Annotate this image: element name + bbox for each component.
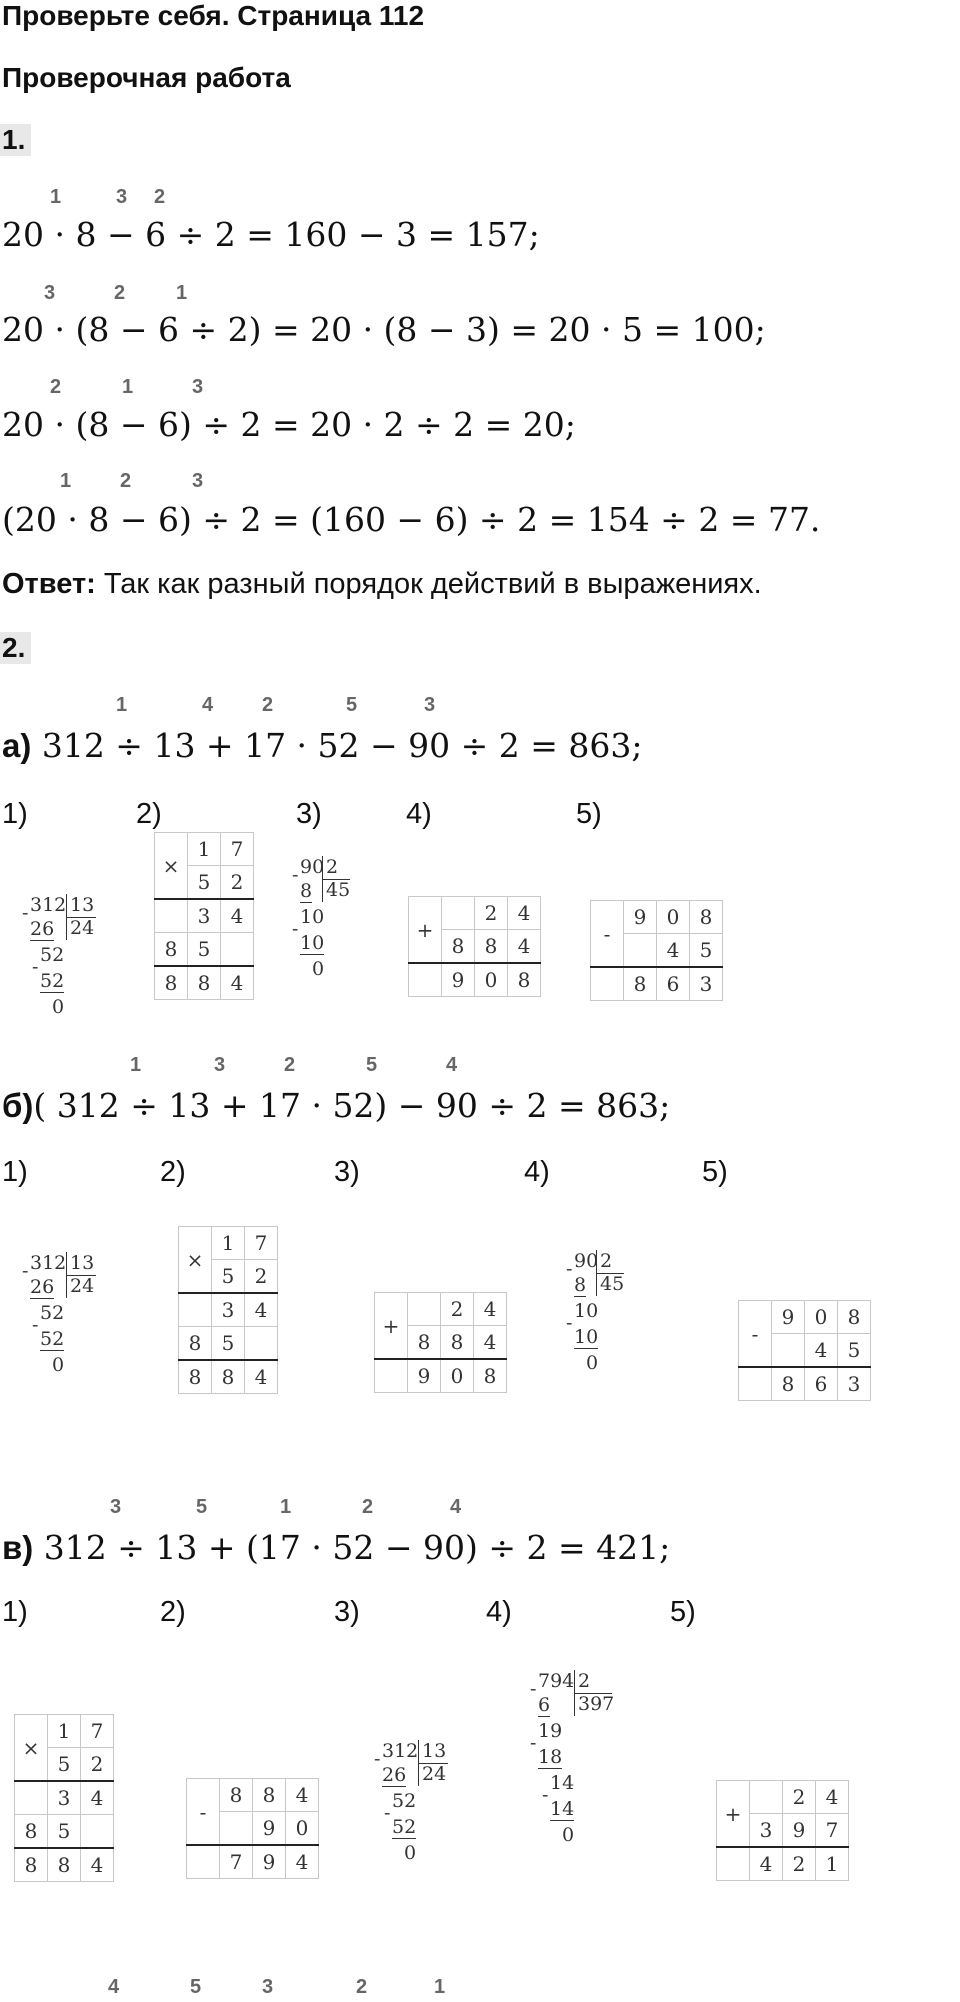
digit-cell: 7 bbox=[816, 1814, 849, 1848]
digit-cell: 8 bbox=[838, 1301, 871, 1334]
digit-cell: 8 bbox=[408, 1326, 441, 1360]
subtrahend: 10 bbox=[300, 932, 325, 954]
step-label: 2) bbox=[160, 1596, 186, 1628]
step-label: 4) bbox=[524, 1156, 550, 1188]
expression-a bbox=[2, 726, 643, 765]
digit-cell: 9 bbox=[253, 1845, 286, 1879]
order-mark: 5 bbox=[190, 1976, 202, 1998]
step-label: 3) bbox=[334, 1156, 360, 1188]
digit-cell: 3 bbox=[188, 899, 221, 933]
digit-cell: 3 bbox=[690, 967, 723, 1001]
answer-text: Так как разный порядок действий в выражениях. bbox=[95, 568, 762, 600]
order-mark: 5 bbox=[196, 1496, 208, 1518]
digit-cell: 4 bbox=[221, 966, 254, 1000]
digit-cell: 8 bbox=[179, 1327, 212, 1361]
long-division bbox=[22, 1252, 102, 1402]
order-mark: 2 bbox=[114, 282, 126, 304]
order-mark: 3 bbox=[192, 470, 204, 492]
quotient: 24 bbox=[70, 917, 95, 939]
step-label: 1) bbox=[2, 1596, 28, 1628]
order-mark: 3 bbox=[424, 694, 436, 716]
expression-text: 312 ÷ 13 + (17 · 52 − 90) ÷ 2 = 421; bbox=[33, 1528, 671, 1567]
order-mark: 1 bbox=[60, 470, 72, 492]
digit-cell: 4 bbox=[474, 1293, 507, 1326]
step-label: 4) bbox=[406, 798, 432, 830]
subtraction-table bbox=[738, 1300, 871, 1401]
dividend: 794 bbox=[538, 1670, 575, 1692]
expression-line: 20 · (8 − 6 ÷ 2) = 20 · (8 − 3) = 20 · 5 = 100; bbox=[2, 310, 766, 349]
order-mark: 2 bbox=[284, 1054, 296, 1076]
expression-v bbox=[2, 1528, 670, 1567]
part-label: б) bbox=[2, 1087, 34, 1124]
task-2-number: 2. bbox=[0, 632, 31, 664]
step-label: 1) bbox=[2, 798, 28, 830]
expression-b bbox=[2, 1086, 670, 1125]
sign-cell: + bbox=[375, 1293, 408, 1360]
digit-cell: 8 bbox=[253, 1779, 286, 1812]
expression-text: ( 312 ÷ 13 + 17 · 52) − 90 ÷ 2 = 863; bbox=[33, 1086, 671, 1125]
digit-cell: 5 bbox=[212, 1327, 245, 1361]
expression-text: 312 ÷ 13 + 17 · 52 − 90 ÷ 2 = 863; bbox=[31, 726, 643, 765]
minus-sign: - bbox=[32, 956, 39, 978]
order-mark: 3 bbox=[214, 1054, 226, 1076]
multiplication-table bbox=[14, 1714, 114, 1882]
dividend: 312 bbox=[382, 1740, 419, 1762]
quotient: 45 bbox=[326, 879, 351, 901]
expression-line: 20 · (8 − 6) ÷ 2 = 20 · 2 ÷ 2 = 20; bbox=[2, 405, 576, 444]
subtrahend: 26 bbox=[30, 1276, 55, 1298]
order-mark: 5 bbox=[366, 1054, 378, 1076]
partial-remainder: 14 bbox=[550, 1772, 575, 1794]
order-mark: 2 bbox=[154, 186, 166, 208]
digit-cell: 8 bbox=[624, 967, 657, 1001]
sign-cell: × bbox=[179, 1227, 212, 1294]
step-label: 1) bbox=[2, 1156, 28, 1188]
order-mark: 3 bbox=[192, 376, 204, 398]
addition-table bbox=[374, 1292, 507, 1393]
digit-cell: 3 bbox=[750, 1814, 783, 1848]
digit-cell: 8 bbox=[48, 1848, 81, 1882]
digit-cell: 4 bbox=[474, 1326, 507, 1360]
part-label: в) bbox=[2, 1529, 34, 1566]
answer-label: Ответ: bbox=[2, 568, 96, 600]
digit-cell: 1 bbox=[48, 1715, 81, 1748]
subtrahend: 52 bbox=[40, 1328, 65, 1350]
minus-sign: - bbox=[32, 1314, 39, 1336]
digit-cell: 1 bbox=[188, 833, 221, 866]
digit-cell: 2 bbox=[221, 866, 254, 900]
digit-cell: 8 bbox=[690, 901, 723, 934]
digit-cell: 5 bbox=[48, 1748, 81, 1782]
digit-cell: 8 bbox=[15, 1848, 48, 1882]
subtraction-table bbox=[590, 900, 723, 1001]
partial-remainder: 10 bbox=[574, 1300, 599, 1322]
subtrahend: 26 bbox=[382, 1764, 407, 1786]
digit-cell: 4 bbox=[221, 899, 254, 933]
subtrahend: 8 bbox=[574, 1274, 587, 1296]
digit-cell: 9 bbox=[624, 901, 657, 934]
expression-line: (20 · 8 − 6) ÷ 2 = (160 − 6) ÷ 2 = 154 ÷ 2 = 77. bbox=[2, 500, 821, 539]
digit-cell: 4 bbox=[286, 1845, 319, 1879]
remainder: 0 bbox=[586, 1352, 599, 1374]
order-mark: 5 bbox=[346, 694, 358, 716]
subtrahend: 14 bbox=[550, 1798, 575, 1820]
digit-cell: 6 bbox=[805, 1367, 838, 1401]
order-mark: 1 bbox=[122, 376, 134, 398]
subtrahend: 6 bbox=[538, 1694, 551, 1716]
partial-remainder: 52 bbox=[40, 1302, 65, 1324]
digit-cell: 0 bbox=[805, 1301, 838, 1334]
long-division bbox=[22, 894, 102, 1044]
step-label: 5) bbox=[576, 798, 602, 830]
digit-cell: 4 bbox=[508, 897, 541, 930]
order-mark: 1 bbox=[50, 186, 62, 208]
order-mark: 4 bbox=[450, 1496, 462, 1518]
minus-sign: - bbox=[566, 1312, 573, 1334]
digit-cell: 8 bbox=[179, 1360, 212, 1394]
sign-cell: + bbox=[409, 897, 442, 964]
order-mark: 2 bbox=[356, 1976, 368, 1998]
order-mark: 4 bbox=[446, 1054, 458, 1076]
order-mark: 3 bbox=[110, 1496, 122, 1518]
digit-cell: 2 bbox=[81, 1748, 114, 1782]
step-label: 2) bbox=[160, 1156, 186, 1188]
digit-cell: 1 bbox=[816, 1847, 849, 1881]
minus-sign: - bbox=[384, 1802, 391, 1824]
subtrahend: 52 bbox=[392, 1816, 417, 1838]
digit-cell: 8 bbox=[442, 930, 475, 964]
order-mark: 4 bbox=[108, 1976, 120, 1998]
partial-remainder: 52 bbox=[392, 1790, 417, 1812]
order-mark: 1 bbox=[130, 1054, 142, 1076]
sign-cell: - bbox=[187, 1779, 220, 1846]
quotient: 24 bbox=[70, 1275, 95, 1297]
minus-sign: - bbox=[530, 1732, 537, 1754]
digit-cell: 0 bbox=[657, 901, 690, 934]
digit-cell: 1 bbox=[212, 1227, 245, 1260]
order-mark: 2 bbox=[262, 694, 274, 716]
dividend: 312 bbox=[30, 894, 67, 916]
digit-cell: 5 bbox=[188, 866, 221, 900]
order-mark: 2 bbox=[120, 470, 132, 492]
quotient: 24 bbox=[422, 1763, 447, 1785]
minus-sign: - bbox=[374, 1748, 381, 1770]
digit-cell: 0 bbox=[441, 1359, 474, 1393]
dividend: 90 bbox=[574, 1250, 599, 1272]
order-mark: 1 bbox=[434, 1976, 446, 1998]
digit-cell: 2 bbox=[245, 1260, 278, 1294]
digit-cell: 7 bbox=[245, 1227, 278, 1260]
digit-cell: 5 bbox=[212, 1260, 245, 1294]
step-label: 5) bbox=[702, 1156, 728, 1188]
remainder: 0 bbox=[562, 1824, 575, 1846]
order-mark: 3 bbox=[44, 282, 56, 304]
digit-cell: 0 bbox=[286, 1812, 319, 1846]
divisor: 13 bbox=[70, 894, 95, 916]
sign-cell: - bbox=[739, 1301, 772, 1368]
minus-sign: - bbox=[292, 864, 299, 886]
remainder: 0 bbox=[52, 1354, 65, 1376]
minus-sign: - bbox=[22, 1260, 29, 1282]
digit-cell: 9 bbox=[783, 1814, 816, 1848]
partial-remainder: 19 bbox=[538, 1720, 563, 1742]
digit-cell: 4 bbox=[245, 1360, 278, 1394]
digit-cell: 0 bbox=[475, 963, 508, 997]
digit-cell: 5 bbox=[690, 934, 723, 968]
task-1-number: 1. bbox=[0, 124, 31, 156]
step-label: 5) bbox=[670, 1596, 696, 1628]
digit-cell: 8 bbox=[155, 933, 188, 967]
divisor: 13 bbox=[70, 1252, 95, 1274]
digit-cell: 4 bbox=[750, 1847, 783, 1881]
subtrahend: 10 bbox=[574, 1326, 599, 1348]
subtraction-table bbox=[186, 1778, 319, 1879]
digit-cell: 4 bbox=[657, 934, 690, 968]
digit-cell: 9 bbox=[408, 1359, 441, 1393]
minus-sign: - bbox=[566, 1258, 573, 1280]
digit-cell: 7 bbox=[221, 833, 254, 866]
step-label: 2) bbox=[136, 798, 162, 830]
divisor: 2 bbox=[600, 1250, 613, 1272]
task-1-answer bbox=[2, 568, 762, 601]
sign-cell: × bbox=[15, 1715, 48, 1782]
page-title: Проверьте себя. Страница 112 bbox=[2, 0, 425, 31]
order-mark: 3 bbox=[116, 186, 128, 208]
long-division bbox=[528, 1670, 638, 1920]
long-division bbox=[292, 856, 372, 1006]
digit-cell: 8 bbox=[220, 1779, 253, 1812]
sign-cell: - bbox=[591, 901, 624, 968]
digit-cell: 7 bbox=[220, 1845, 253, 1879]
minus-sign: - bbox=[530, 1678, 537, 1700]
digit-cell: 2 bbox=[441, 1293, 474, 1326]
addition-table bbox=[408, 896, 541, 997]
digit-cell: 4 bbox=[286, 1779, 319, 1812]
digit-cell: 6 bbox=[657, 967, 690, 1001]
multiplication-table bbox=[178, 1226, 278, 1394]
digit-cell: 4 bbox=[508, 930, 541, 964]
subtrahend: 26 bbox=[30, 918, 55, 940]
digit-cell: 4 bbox=[81, 1848, 114, 1882]
subtrahend: 18 bbox=[538, 1746, 563, 1768]
digit-cell: 8 bbox=[508, 963, 541, 997]
remainder: 0 bbox=[404, 1842, 417, 1864]
dividend: 312 bbox=[30, 1252, 67, 1274]
digit-cell: 3 bbox=[212, 1293, 245, 1327]
minus-sign: - bbox=[292, 918, 299, 940]
long-division bbox=[374, 1740, 454, 1890]
sign-cell: × bbox=[155, 833, 188, 900]
order-mark: 2 bbox=[362, 1496, 374, 1518]
remainder: 0 bbox=[52, 996, 65, 1018]
partial-remainder: 10 bbox=[300, 906, 325, 928]
order-mark: 3 bbox=[262, 1976, 274, 1998]
minus-sign: - bbox=[542, 1784, 549, 1806]
sign-cell: + bbox=[717, 1781, 750, 1848]
digit-cell: 3 bbox=[838, 1367, 871, 1401]
digit-cell: 8 bbox=[772, 1367, 805, 1401]
long-division bbox=[566, 1250, 646, 1400]
digit-cell: 8 bbox=[441, 1326, 474, 1360]
order-mark: 1 bbox=[116, 694, 128, 716]
digit-cell: 2 bbox=[475, 897, 508, 930]
digit-cell: 2 bbox=[783, 1781, 816, 1814]
digit-cell: 8 bbox=[15, 1815, 48, 1849]
digit-cell: 4 bbox=[245, 1293, 278, 1327]
dividend: 90 bbox=[300, 856, 325, 878]
digit-cell: 7 bbox=[81, 1715, 114, 1748]
step-label: 4) bbox=[486, 1596, 512, 1628]
digit-cell: 5 bbox=[838, 1334, 871, 1368]
minus-sign: - bbox=[22, 902, 29, 924]
subtrahend: 52 bbox=[40, 970, 65, 992]
step-label: 3) bbox=[334, 1596, 360, 1628]
order-mark: 1 bbox=[280, 1496, 292, 1518]
order-mark: 4 bbox=[202, 694, 214, 716]
divisor: 13 bbox=[422, 1740, 447, 1762]
divisor: 2 bbox=[578, 1670, 591, 1692]
digit-cell: 8 bbox=[474, 1359, 507, 1393]
quotient: 45 bbox=[600, 1273, 625, 1295]
quotient: 397 bbox=[578, 1693, 615, 1715]
digit-cell: 8 bbox=[188, 966, 221, 1000]
digit-cell: 4 bbox=[81, 1781, 114, 1815]
digit-cell: 9 bbox=[253, 1812, 286, 1846]
step-label: 3) bbox=[296, 798, 322, 830]
divisor: 2 bbox=[326, 856, 339, 878]
digit-cell: 3 bbox=[48, 1781, 81, 1815]
digit-cell: 2 bbox=[783, 1847, 816, 1881]
expression-line: 20 · 8 − 6 ÷ 2 = 160 − 3 = 157; bbox=[2, 215, 540, 254]
remainder: 0 bbox=[312, 958, 325, 980]
subtrahend: 8 bbox=[300, 880, 313, 902]
order-mark: 1 bbox=[176, 282, 188, 304]
digit-cell: 4 bbox=[805, 1334, 838, 1368]
digit-cell: 4 bbox=[816, 1781, 849, 1814]
digit-cell: 9 bbox=[772, 1301, 805, 1334]
digit-cell: 8 bbox=[155, 966, 188, 1000]
multiplication-table bbox=[154, 832, 254, 1000]
page-subtitle: Проверочная работа bbox=[2, 62, 291, 93]
order-mark: 2 bbox=[50, 376, 62, 398]
digit-cell: 5 bbox=[188, 933, 221, 967]
digit-cell: 9 bbox=[442, 963, 475, 997]
digit-cell: 8 bbox=[212, 1360, 245, 1394]
addition-table bbox=[716, 1780, 849, 1881]
partial-remainder: 52 bbox=[40, 944, 65, 966]
digit-cell: 5 bbox=[48, 1815, 81, 1849]
part-label: а) bbox=[2, 727, 32, 764]
digit-cell: 8 bbox=[475, 930, 508, 964]
